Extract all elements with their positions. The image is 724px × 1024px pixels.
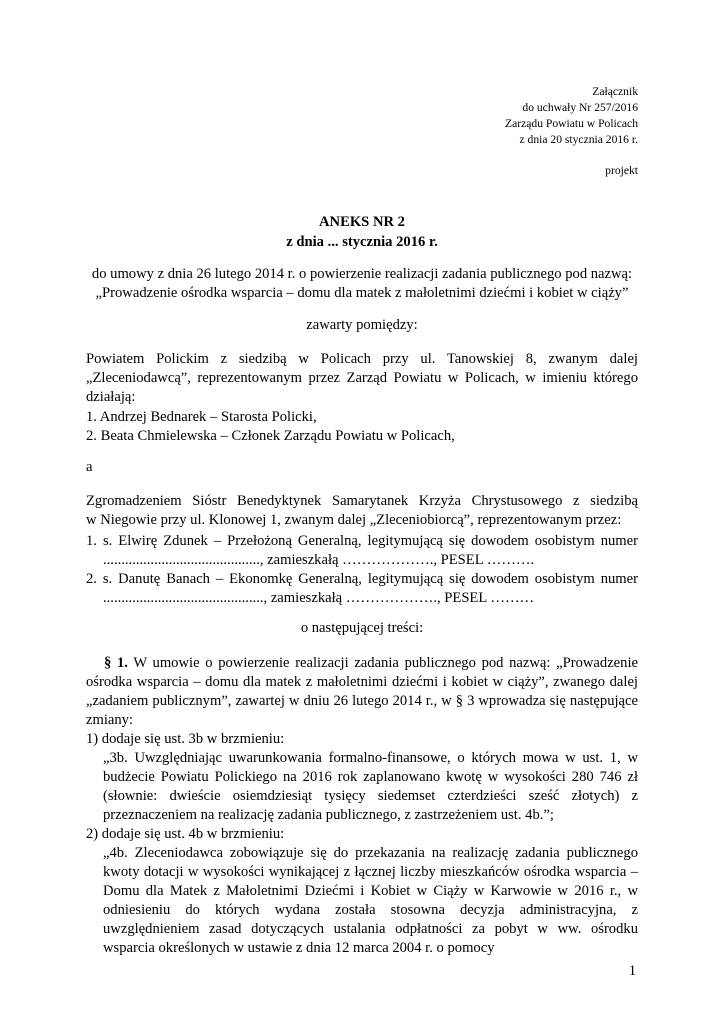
intro-line: do umowy z dnia 26 lutego 2014 r. o powierzenie realizacji zadania publicznego pod nazwą: (91, 266, 633, 282)
document-title (0, 212, 724, 252)
party2-line: w Niegowie przy ul. Klonowej 1, zwanym dalej „Zleceniobiorcą”, reprezentowanym przez: (86, 512, 622, 528)
attachment-header (378, 84, 638, 179)
header-line: do uchwały Nr 257/2016 (522, 101, 638, 114)
party1-line: działają: (86, 389, 136, 405)
amendment-item-text: „4b. Zleceniodawca zobowiązuje się do przekazania na realizację zadania publicznego kwoty dotacji w wysokości wynikającej z łącznej liczby mieszkańców ośrodka wsparcia – Domu dla Matek z Małoletnimi Dziećmi i Kobiet w Ciąży w Karwowie w 2016 r., w odniesieniu do których wydana została stosowna decyzja administracyjna, z uwzględnieniem zasad dotyczących ustalania odpłatności za pobyt w ww. ośrodku wsparcia określonych w ustawie z dnia 12 marca 2004 r. o pomocy (103, 845, 638, 956)
section-1 (86, 654, 638, 958)
intro-line: „Prowadzenie ośrodka wsparcia – domu dla matek z małoletnimi dziećmi i kobiet w ciąży” (95, 285, 629, 301)
representative-detail: ............................................, zamieszkałą ………………., PESEL ……… (103, 590, 535, 606)
party2-line: Zgromadzeniem Sióstr Benedyktynek Samarytanek Krzyża Chrystusowego z siedzibą (86, 493, 638, 509)
party1-representatives (86, 408, 638, 446)
intro-paragraph (86, 265, 638, 303)
section-1-text: W umowie o powierzenie realizacji zadania publicznego pod nazwą: „Prowadzenie ośrodka wsparcia – domu dla matek z małoletnimi dziećmi i kobiet w ciąży”, zwanego dalej „zadaniem publicznym”, zawartej w dniu 26 lutego 2014 r., w § 3 wprowadza się następujące zmiany: (86, 655, 638, 728)
representative-item: 1. Andrzej Bednarek – Starosta Policki, (86, 409, 317, 425)
title-line: ANEKS NR 2 (319, 214, 405, 230)
between-label: zawarty pomiędzy: (306, 317, 418, 333)
party1-line: Powiatem Polickim z siedzibą w Policach przy ul. Tanowskiej 8, zwanym dalej (86, 351, 638, 367)
amendment-item-heading: 1) dodaje się ust. 3b w brzmieniu: (86, 731, 285, 747)
party1-paragraph (86, 350, 638, 407)
title-date: z dnia ... stycznia 2016 r. (286, 234, 438, 250)
representative-item: 1. s. Elwirę Zdunek – Przełożoną Generalną, legitymującą się dowodem osobistym numer (86, 533, 638, 549)
party2-paragraph (86, 492, 638, 530)
party2-representatives (86, 532, 638, 608)
page-number: 1 (628, 963, 636, 979)
representative-item: 2. s. Danutę Banach – Ekonomkę Generalną, legitymującą się dowodem osobistym numer (86, 571, 638, 587)
amendment-item-text: „3b. Uwzględniając uwarunkowania formalno-finansowe, o których mowa w ust. 1, w budżecie Powiatu Polickiego na 2016 rok zaplanowano kwotę w wysokości 280 746 zł (słownie: dwieście osiemdziesiąt tysięcy siedemset czterdzieści sześć złotych) z przeznaczeniem na realizację zadania publicznego, z zastrzeżeniem ust. 4b.”; (103, 750, 638, 823)
party1-line: „Zleceniodawcą”, reprezentowanym przez Zarząd Powiatu w Policach, w imieniu którego (86, 370, 638, 386)
section-marker: § 1. (104, 655, 128, 671)
header-line: Zarządu Powiatu w Policach (505, 117, 638, 130)
section-1-paragraph (86, 654, 638, 730)
conjunction: a (86, 459, 93, 475)
draft-label: projekt (605, 164, 638, 177)
amendment-item-heading: 2) dodaje się ust. 4b w brzmieniu: (86, 826, 285, 842)
header-line: z dnia 20 stycznia 2016 r. (519, 133, 638, 146)
representative-detail: ..........................................., zamieszkałą ………………., PESEL ………. (103, 552, 535, 568)
header-line: Załącznik (592, 85, 638, 98)
content-heading: o następującej treści: (300, 620, 424, 636)
representative-item: 2. Beata Chmielewska – Członek Zarządu Powiatu w Policach, (86, 428, 455, 444)
